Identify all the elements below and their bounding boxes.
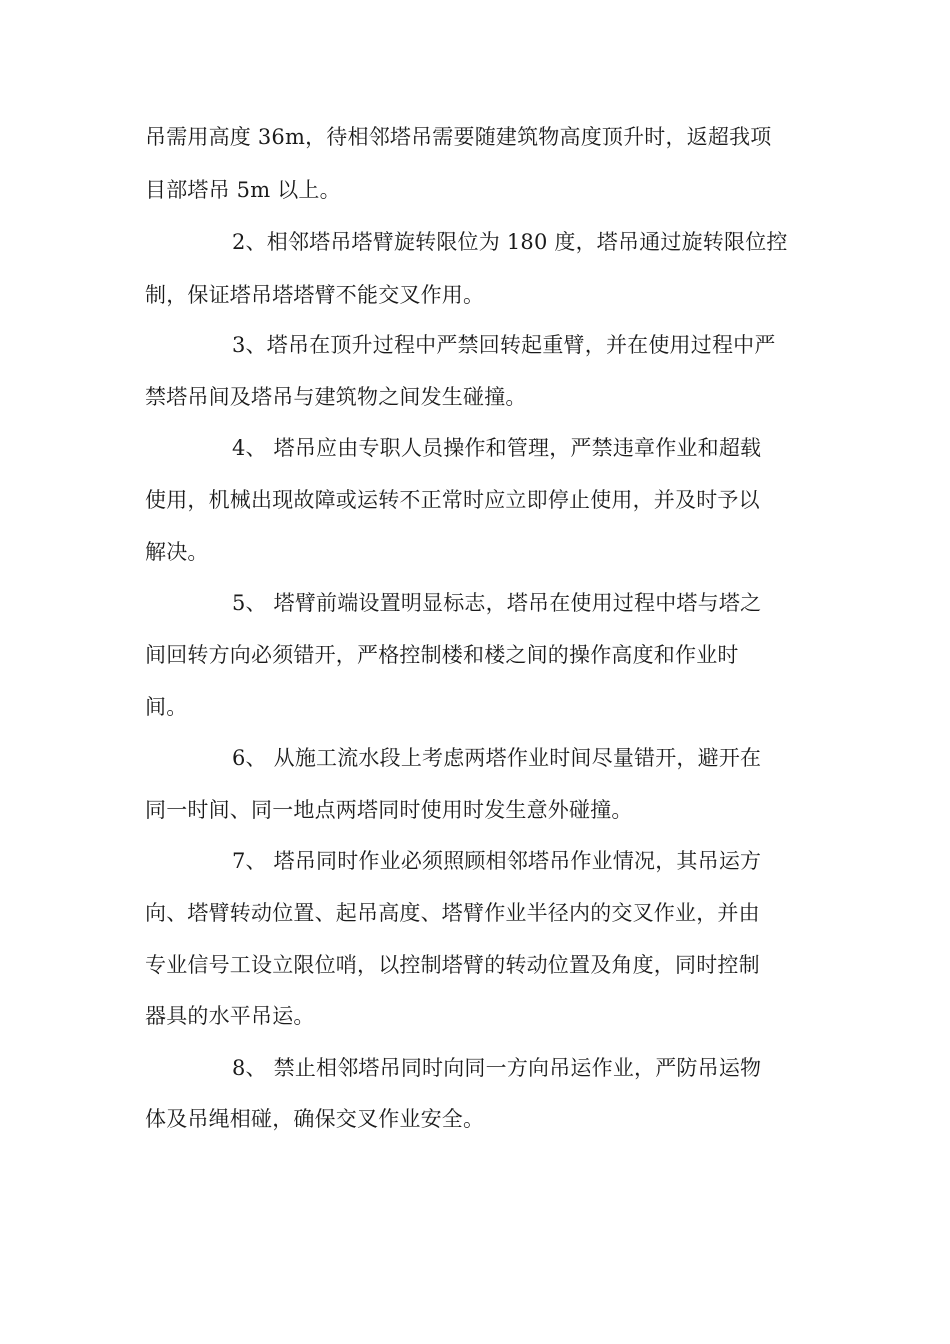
text-line: 解决。 — [145, 540, 209, 564]
text-line: 同一时间、同一地点两塔同时使用时发生意外碰撞。 — [145, 798, 633, 822]
text-line: 8、 禁止相邻塔吊同时向同一方向吊运作业，严防吊运物 — [232, 1056, 762, 1080]
text-line: 间回转方向必须错开，严格控制楼和楼之间的操作高度和作业时 — [145, 643, 739, 667]
text-line: 7、 塔吊同时作业必须照顾相邻塔吊作业情况，其吊运方 — [232, 849, 762, 873]
text-line: 4、 塔吊应由专职人员操作和管理，严禁违章作业和超载 — [232, 436, 762, 460]
text-line: 2、相邻塔吊塔臂旋转限位为 180 度，塔吊通过旋转限位控 — [232, 230, 788, 254]
text-line: 目部塔吊 5m 以上。 — [145, 178, 341, 202]
text-line: 制，保证塔吊塔塔臂不能交叉作用。 — [145, 283, 485, 307]
text-line: 吊需用高度 36m，待相邻塔吊需要随建筑物高度顶升时，返超我项 — [145, 125, 772, 149]
text-line: 间。 — [145, 695, 188, 719]
text-line: 3、塔吊在顶升过程中严禁回转起重臂，并在使用过程中严 — [232, 333, 776, 357]
text-line: 向、塔臂转动位置、起吊高度、塔臂作业半径内的交叉作业，并由 — [145, 901, 760, 925]
text-line: 禁塔吊间及塔吊与建筑物之间发生碰撞。 — [145, 385, 527, 409]
text-line: 器具的水平吊运。 — [145, 1004, 315, 1028]
text-line: 6、 从施工流水段上考虑两塔作业时间尽量错开，避开在 — [232, 746, 762, 770]
text-line: 体及吊绳相碰，确保交叉作业安全。 — [145, 1107, 485, 1131]
text-line: 5、 塔臂前端设置明显标志，塔吊在使用过程中塔与塔之 — [232, 591, 762, 615]
text-line: 使用，机械出现故障或运转不正常时应立即停止使用，并及时予以 — [145, 488, 760, 512]
text-line: 专业信号工设立限位哨，以控制塔臂的转动位置及角度，同时控制 — [145, 953, 760, 977]
